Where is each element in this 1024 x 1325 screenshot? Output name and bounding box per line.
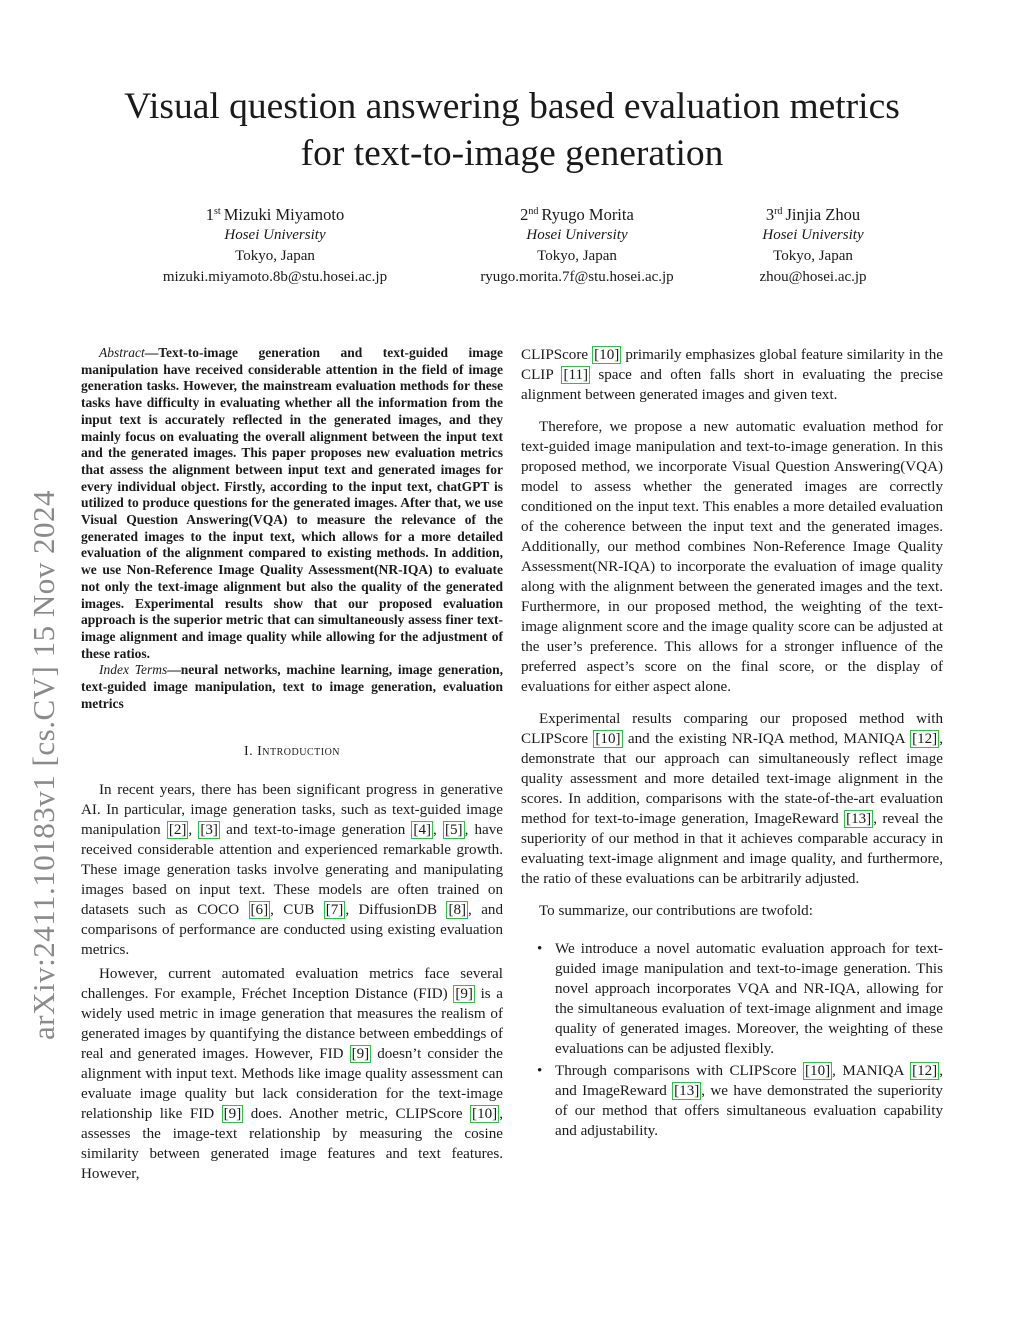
abstract: Abstract—Text-to-image generation and text-guided image manipulation have received considerable attention in the field of image generation tasks. However, the mainstream evaluation methods for these tasks have difficulty in evaluating whether all the information from the input text is accurately reflected in the generated images, and they mainly focus on evaluating the overall alignment between the input text and the generated images. This paper proposes new evaluation metrics that assess the alignment between input text and generated images for every individual object. Firstly, according to the input text, chatGPT is utilized to produce questions for the generated images. After that, we use Visual Question Answering(VQA) to measure the relevance of the generated images to the input text, which allows for a more detailed evaluation of the alignment compared to existing methods. In addition, we use Non-Reference Image Quality Assessment(NR-IQA) to evaluate not only the text-image alignment but also the quality of the generated images. Experimental results show that our proposed evaluation approach is the superior metric that can simultaneously assess finer text-image alignment and image quality while allowing for the adjustment of these ratios. [81,345,503,661]
author-name: 3rd Jinjia Zhou [765,205,861,224]
citation-link[interactable]: [8] [448,902,467,919]
citation-link[interactable]: [7] [325,902,344,919]
author-affiliation: Hosei University [762,227,864,243]
author-email: ryugo.morita.7f@stu.hosei.ac.jp [480,269,674,285]
index-terms: Index Terms—neural networks, machine learning, image generation, text-guided image manipulation, text to image generation, evaluation metrics [81,662,503,711]
citation-link[interactable]: [10] [472,1106,498,1123]
author-affiliation: Hosei University [526,227,628,243]
author-block-1 [150,201,400,288]
citation-link[interactable]: [4] [413,822,432,839]
right-column [521,345,943,1143]
contributions-intro: To summarize, our contributions are twofold: [539,903,813,919]
citation-link[interactable]: [11] [563,367,589,383]
author-location: Tokyo, Japan [773,248,853,264]
citation-link[interactable]: [6] [250,902,269,919]
paper-title [0,83,1024,177]
contributions-list [521,939,943,1141]
citation-link[interactable]: [13] [674,1083,700,1099]
author-location: Tokyo, Japan [537,248,617,264]
intro-paragraph-continued: CLIPScore [10] primarily emphasizes global feature similarity in the CLIP [11] space and often falls short in evaluating the precise alignment between generated images and given text. [521,347,944,403]
citation-link[interactable]: [3] [200,822,218,839]
list-item: • We introduce a novel automatic evaluation approach for text-guided image manipulation and text-to-image generation. This novel approach incorporates VQA and NR-IQA, allowing for the simultaneous evaluation of text-image alignment and image quality of generated images. Moreover, the weighting of these evaluations can be adjusted flexibly. [537,941,943,1057]
left-column [81,345,503,1184]
author-name: 1st Mizuki Miyamoto [205,205,345,224]
list-item: • Through comparisons with CLIPScore [10] , MANIQA [12] , and ImageReward [13] , we have demonstrated the superiority of our method that offers simultaneous evaluation capability and adjustability. [537,1063,943,1139]
citation-link[interactable]: [10] [595,731,621,747]
author-location: Tokyo, Japan [235,248,315,264]
citation-link[interactable]: [12] [912,1063,938,1079]
intro-paragraph-2: However, current automated evaluation metrics face several challenges. For example, Fréchet Inception Distance (FID) [9] is a widely used metric in image generation that measures the realism of generated images by quantifying the distance between embeddings of real and generated images. However, FID [9] doesn’t consider the alignment with input text. Methods like image quality assessment can evaluate image quality but lack consideration for the text-image relationship like FID [9] does. Another metric, CLIPScore [10] , assesses the image-text relationship by measuring the cosine similarity between generated image features and text features. However, [81,966,504,1183]
citation-link[interactable]: [2] [168,822,187,839]
section-heading-introduction: I. Introduction [243,744,341,760]
citation-link[interactable]: [10] [594,347,620,363]
author-block-2 [462,201,692,288]
citation-link[interactable]: [12] [912,731,938,747]
author-name: 2nd Ryugo Morita [520,205,634,224]
citation-link[interactable]: [13] [846,811,872,827]
intro-paragraph-1: In recent years, there has been significant progress in generative AI. In particular, image generation tasks, such as text-guided image manipulation [2] , [3] and text-to-image generation [4] , [5] , have received considerable attention and experienced remarkable growth. These image generation tasks involve generating and manipulating images based on input text. These models are often trained on datasets such as COCO [6] , CUB [7] , DiffusionDB [8] , and comparisons of performance are conducted using existing evaluation metrics. [81,782,504,959]
intro-paragraph-3: Therefore, we propose a new automatic evaluation method for text-guided image manipulation and text-to-image generation. In this proposed method, we incorporate Visual Question Answering(VQA) model to assess whether the generated images are correctly conditioned on the input text. This enables a more detailed evaluation of the coherence between the input text and the generated images. Additionally, our method combines Non-Reference Image Quality Assessment(NR-IQA) to incorporate the evaluation of image quality along with the alignment between the generated images and the text. Furthermore, in our proposed method, the weighting of the text-image alignment score and the image quality score can be adjusted at the user’s preference. This allows for a stronger influence of the preferred aspect’s score on the final score, or the display of evaluations for either aspect alone. [521,419,943,695]
author-email: mizuki.miyamoto.8b@stu.hosei.ac.jp [162,269,388,285]
citation-link[interactable]: [10] [805,1063,831,1079]
author-block-3 [748,201,878,288]
author-affiliation: Hosei University [224,227,326,243]
intro-paragraph-4: Experimental results comparing our proposed method with CLIPScore [10] and the existing NR-IQA method, MANIQA [12] , demonstrate that our approach can simultaneously reflect image quality assessment and more detailed text-image alignment in the scores. In addition, comparisons with the state-of-the-art evaluation method for text-to-image generation, ImageReward [13] , reveal the superiority of our method in that it achieves comparable accuracy in evaluating text-image alignment and image quality, and furthermore, the ratio of these evaluations can be arbitrarily adjusted. [521,711,943,887]
citation-link[interactable]: [9] [223,1106,242,1123]
citation-link[interactable]: [9] [455,986,473,1003]
title-line-1: Visual question answering based evaluation metrics [124,86,900,127]
bullet-icon: • [537,941,543,957]
arxiv-identifier: arXiv:2411.10183v1 [cs.CV] 15 Nov 2024 [26,490,61,1040]
citation-link[interactable]: [5] [444,822,463,839]
title-line-2: for text-to-image generation [300,133,724,174]
bullet-icon: • [537,1063,543,1079]
author-email: zhou@hosei.ac.jp [759,269,867,285]
citation-link[interactable]: [9] [351,1046,370,1063]
